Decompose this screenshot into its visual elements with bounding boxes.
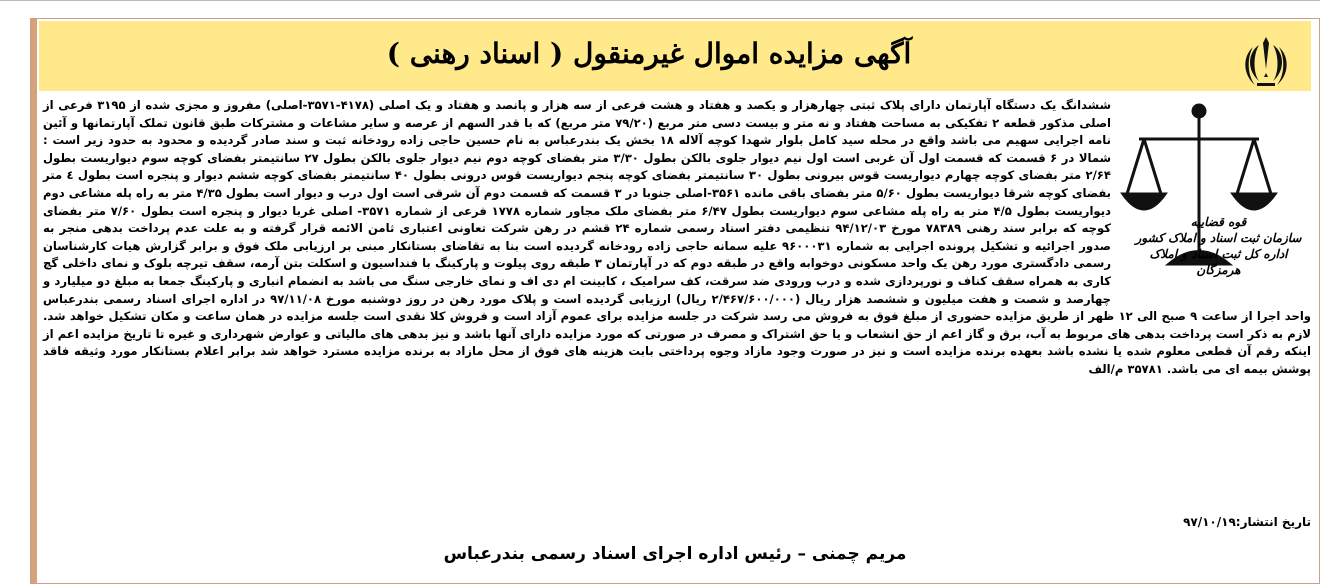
signature-line: مریم چمنی – رئیس اداره اجرای اسناد رسمی بندرعباس [443, 544, 907, 564]
notice-body-text: ششدانگ یک دستگاه آپارتمان دارای پلاک ثبتی چهارهزار و یکصد و هفتاد و هشت فرعی از سه هزار و پانصد و هفتاد و یک اصلی (۴۱۷۸-۳۵۷۱-اصلی) مفروز و مجزی شده از ۳۱۹۵ فرعی از اصلی مذکور قطعه ۲ تفکیکی به مساحت هفتاد و نه متر و بیست دسی متر مربع (۷۹/۲۰ متر مربع) که با قدر السهم از عرصه و سایر مشاعات و مشترکات طبق قانون تملک آپارتمانها و آئین نامه اجرایی سهیم می باشد واقع در محله سید کامل بلوار شهدا کوچه آلاله ۱۸ بخش یک بندرعباس به نام حسین حاجی زاده رودخانه ثبت و سند صادر گردیده و محدود به حدود زیر است : شمالا در ۶ قسمت که قسمت اول آن غربی است اول نیم دیوار جلوی بالکن بطول ۳/۳۰ متر بفضای کوچه دوم نیم دیوار جلوی بالکن بطول ۲۷ سانتیمتر بفضای کوچه سوم دیواریست بطول ۲/۶۴ متر بفضای کوچه چهارم دیواریست قوس بیرونی بطول ۳۰ سانتیمتر بفضای کوچه پنجم دیواریست قوس درونی بطول ۴۰ سانتیمتر بفضای کوچه ششم دیوار و پنجره است بطول ٤ متر بفضای کوچه شرقا دیواریست بطول ۵/۶۰ متر بفضای باقی مانده ۳۵۶۱-اصلی جنوبا در ۳ قسمت که قسمت دوم آن شرقی است اول درب و دیوار است بطول ۴/۳۵ متر به راه پله مشاعی دوم دیواریست بطول ۴/۵ متر به راه پله مشاعی سوم دیواریست بطول ۶/۴۷ متر بفضای ملک مجاور شماره ۱۷۷۸ فرعی از شماره ۳۵۷۱- اصلی غربا دیوار و پنجره است بطول ۷/۶۰ متر بفضای کوچه که برابر سند رهنی ۷۸۳۸۹ مورخ ۹۴/۱۲/۰۳ تنظیمی دفتر اسناد رسمی شماره ۲۴ قشم در رهن شرکت تعاونی اعتباری ثامن الائمه قرار گرفته و به علت عدم پرداخت بدهی منجر به صدور اجرائیه و تشکیل پرونده اجرایی به شماره ۹۶۰۰۰۳۱ علیه سمانه حاجی زاده رودخانه گردیده است بنا به تقاضای بستانکار مبنی بر ارزیابی ملک فوق و برابر گزارش هیات کارشناسان رسمی دادگستری مورد رهن یک واحد مسکونی دوخوابه واقع در طبقه دوم که در آپارتمان ۳ طبقه روی پیلوت و پارکینگ با فنداسیون و اسکلت بتن آرمه، سقف تیرچه بلوک و نمای داخلی گچ کاری به همراه سقف کناف و نورپردازی شده و درب ورودی ضد سرقت، کف سرامیک ، کابینت ام دی اف و نمای خارجی سنگ می باشد به انضمام انباری و پارکینگ جمعا به مبلغ دو میلیارد و چهارصد و شصت و هفت میلیون و ششصد هزار ریال (۲/۴۶۷/۶۰۰/۰۰۰ ریال) ارزیابی گردیده است و پلاک مورد رهن در روز دوشنبه مورخ ۹۷/۱۱/۰۸ در اداره اجرای اسناد رسمی بندرعباس واحد اجرا از ساعت ۹ صبح الی ۱۲ ظهر از طریق مزایده حضوری از مبلغ فوق به فروش می رسد شرکت در جلسه مزایده برای عموم آزاد است و فروش کلا نقدی است جلسه مزایده در همان ساعت و مکان تشکیل خواهد شد. لازم به ذکر است پرداخت بدهی های مربوط به آب، برق و گاز اعم از حق انشعاب و یا حق اشتراک و مصرف در صورتی که مورد مزایده دارای آنها باشد و نیز بدهی های مالیاتی و عوارض شهرداری و غیره تا تاریخ مزایده اعم از اینکه رقم آن قطعی معلوم شده یا نشده باشد بعهده برنده مزایده است و نیز در صورت وجود مازاد وجوه پرداختی بابت هزینه های فوق از محل مازاد به برنده مزایده مسترد خواهد شد برابر اعلام بستانکار مورد وثیقه فاقد پوشش بیمه ای می باشد. ۳۵۷۸۱ م/الف [43, 98, 1311, 376]
logo-spacer [1111, 97, 1311, 307]
notice-title: آگهی مزایده اموال غیرمنقول ( اسناد رهنی ) [386, 37, 912, 70]
publication-date: تاریخ انتشار:۹۷/۱۰/۱۹ [1183, 515, 1311, 529]
logo-org-line2: سازمان ثبت اسناد و املاک کشور [1135, 231, 1302, 245]
iran-emblem-icon [1241, 33, 1291, 95]
notice-body [43, 97, 1311, 379]
page-top-rule [0, 0, 1320, 1]
notice-frame [30, 18, 1320, 584]
logo-org-line1: قوه قضاییه [1190, 215, 1247, 229]
left-decor-strip [31, 19, 37, 583]
notice-header [39, 21, 1311, 91]
logo-org-line3: اداره کل ثبت اسناد و املاک هرمزگان [1149, 247, 1288, 277]
